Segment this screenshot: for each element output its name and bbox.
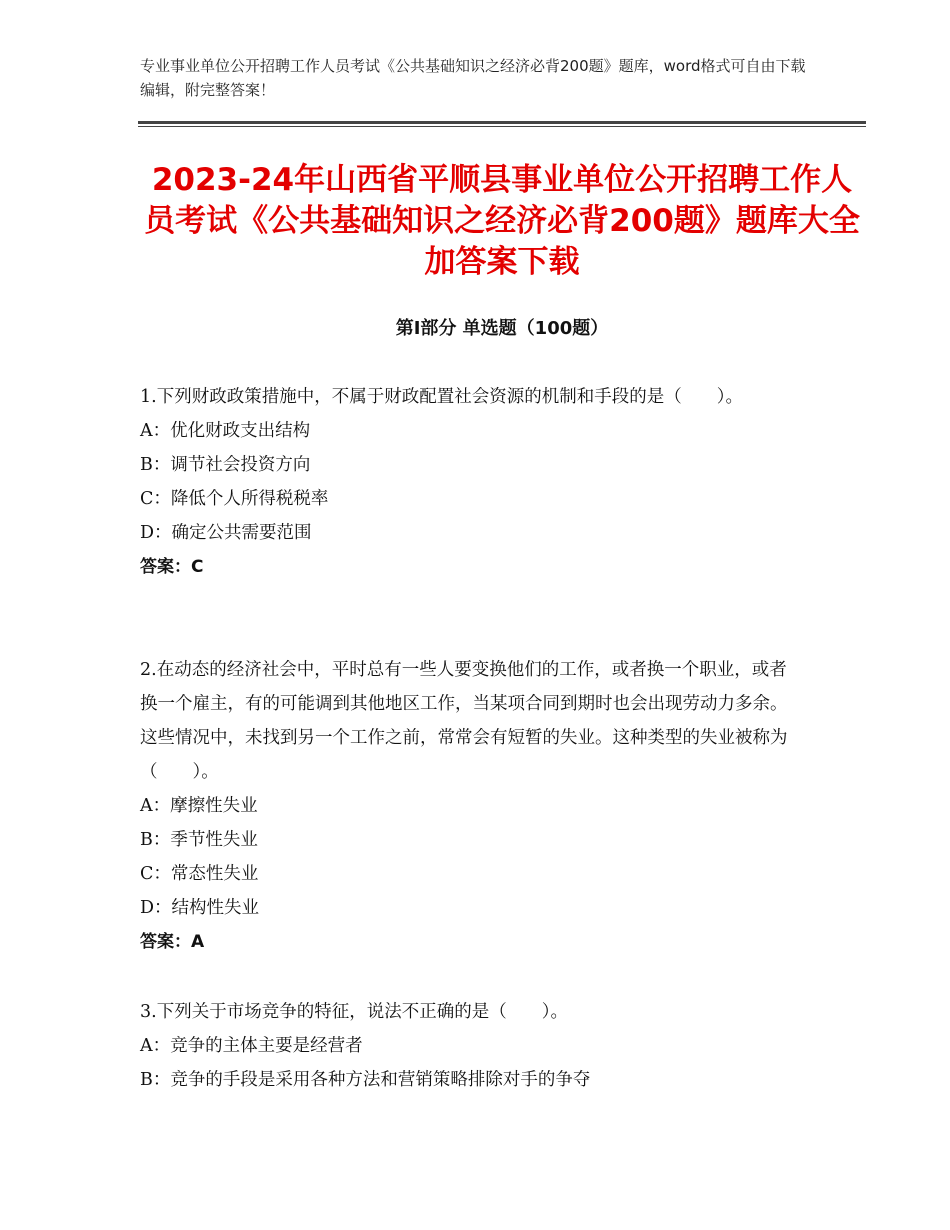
question-stem: 3.下列关于市场竞争的特征，说法不正确的是（ ）。 (140, 1002, 568, 1022)
header-divider-thin (138, 126, 866, 127)
option-d: D：确定公共需要范围 (140, 523, 312, 543)
question-stem: 1.下列财政政策措施中，不属于财政配置社会资源的机制和手段的是（ ）。 (140, 387, 743, 407)
option-a: A：优化财政支出结构 (140, 421, 311, 441)
option-d: D：结构性失业 (140, 898, 260, 918)
option-b: B：竞争的手段是采用各种方法和营销策略排除对手的争夺 (140, 1070, 591, 1090)
header-note: 专业事业单位公开招聘工作人员考试《公共基础知识之经济必背200题》题库，word格式可自由下载编辑，附完整答案！ (140, 57, 806, 99)
option-b: B：季节性失业 (140, 830, 258, 850)
answer-label: 答案：C (140, 557, 204, 577)
option-b: B：调节社会投资方向 (140, 455, 311, 475)
header-divider-thick (138, 121, 866, 124)
question-3 (140, 995, 800, 1097)
option-c: C：降低个人所得税税率 (140, 489, 329, 509)
question-stem: 2.在动态的经济社会中，平时总有一些人要变换他们的工作，或者换一个职业，或者换一个雇主，有的可能调到其他地区工作，当某项合同到期时也会出现劳动力多余。这些情况中，未找到另一个工作之前，常常会有短暂的失业。这种类型的失业被称为（ ）。 (140, 660, 788, 782)
answer-label: 答案：A (140, 932, 205, 952)
option-c: C：常态性失业 (140, 864, 259, 884)
document-title: 2023-24年山西省平顺县事业单位公开招聘工作人员考试《公共基础知识之经济必背200题》题库大全加答案下载 (144, 162, 860, 280)
option-a: A：竞争的主体主要是经营者 (140, 1036, 363, 1056)
option-a: A：摩擦性失业 (140, 796, 258, 816)
section-title: 第Ⅰ部分 单选题（100题） (395, 318, 609, 339)
question-1 (140, 380, 800, 584)
question-2 (140, 653, 800, 959)
